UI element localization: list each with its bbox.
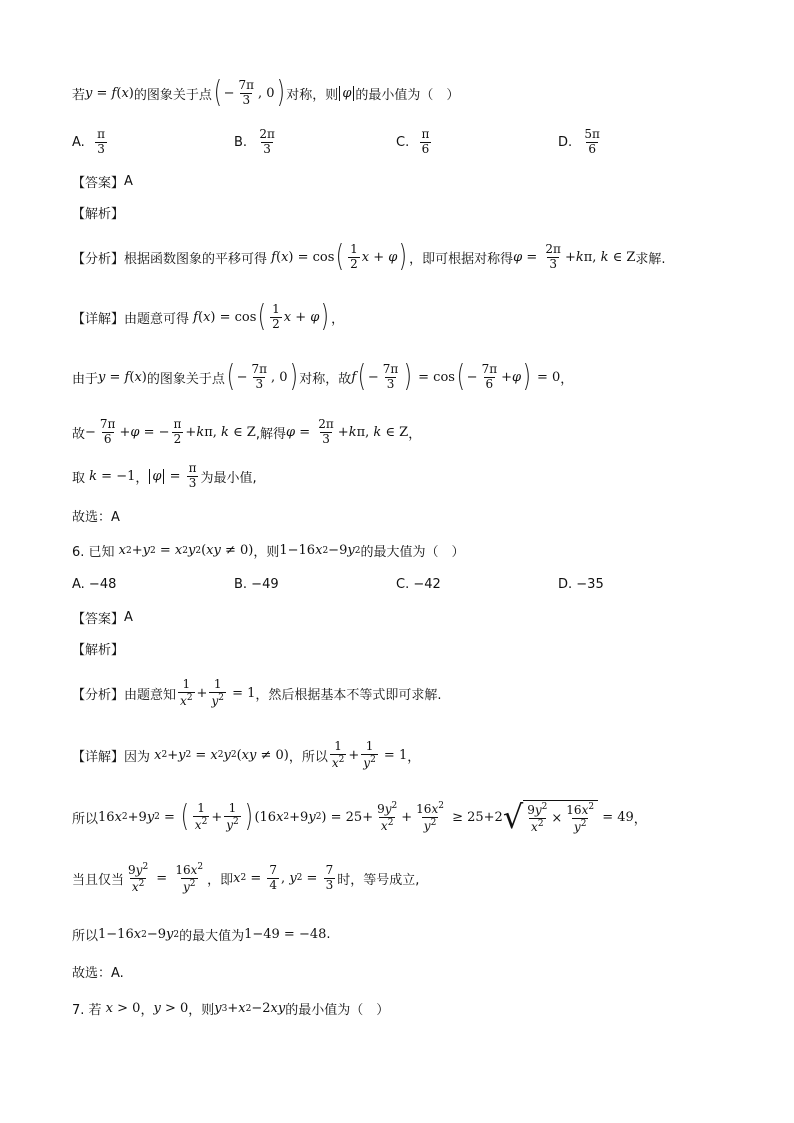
q6-option-a[interactable]: A. −48: [72, 577, 117, 592]
q5-option-d[interactable]: D. $\frac{5\pi}{6}$: [558, 127, 600, 156]
q5-option-b[interactable]: B. $\frac{2\pi}{3}$: [234, 127, 275, 156]
q5-xiangjie-3: 故 − $\frac{7\pi}{6}$ + φ = − $\frac{\pi}{2}$ + k π, k ∈ Z ,解得 φ = $\frac{2\pi}{3}$ + k π, k ∈ Z ，: [72, 417, 422, 446]
q7-stem: 7. 若 x > 0 ， y > 0 ，则 y 3 + x 2 −2 xy 的最小值为（ ）: [72, 1001, 390, 1018]
q6-option-d[interactable]: D. −35: [558, 577, 604, 592]
q5-option-c[interactable]: C. $\frac{\pi}{6}$: [396, 127, 430, 156]
q5-stem: 若 y = f ( x ) 的图象关于点 ( − $\frac{7\pi}{3}$ , 0 ) 对称，则 φ 的最小值为（ ）: [72, 75, 460, 110]
q5-option-a[interactable]: A. $\frac{\pi}{3}$: [72, 127, 105, 156]
q6-xiangjie-2: 所以 16 x 2 +9 y 2 = ( $\frac{1}{x^2}$ + $\frac{1}{y^2}$ ) (16 x 2 +9 y 2 ) = 25+ $\frac{9y^2}{x^2}$ + $\frac{16x^2}{y^2}$ ≥ 25+2 √ $\frac{9y^2}{x^2}$ × $\frac{16x^2}{y^2}$ = 49 ，: [72, 798, 647, 837]
q6-answer: 【答案】 A: [72, 610, 133, 627]
q5-xiangjie-2: 由于 y = f ( x ) 的图象关于点 ( − $\frac{7\pi}{3}$ , 0 ) 对称，故 f ( − $\frac{7\pi}{3}$ ) = cos ( − $\frac{7\pi}{6}$ + φ ) = 0 ，: [72, 359, 574, 394]
q5-xiangjie-4: 取 k = −1 ， φ = $\frac{\pi}{3}$ 为最小值,: [72, 461, 257, 490]
q5-answer: 【答案】 A: [72, 174, 133, 191]
q5-fenxi: 【分析】 根据函数图象的平移可得 f ( x ) = cos ( $\frac{1}{2}$ x + φ ) ，即可根据对称得 φ = $\frac{2\pi}{3}$ + k π, k ∈ Z 求解.: [72, 239, 666, 274]
q6-xiangjie-3: 当且仅当 $\frac{9y^2}{x^2}$ = $\frac{16x^2}{y^2}$ ，即 x 2 = $\frac{7}{4}$ , y 2 = $\frac{7}{3}$ 时，等号成立,: [72, 862, 420, 894]
q6-xiangjie-4: 所以 1−16 x 2 −9 y 2 的最大值为 1−49 = −48 .: [72, 927, 331, 944]
q6-option-c[interactable]: C. −42: [396, 577, 441, 592]
q6-analysis-heading: 【解析】: [72, 643, 125, 658]
q5-analysis-heading: 【解析】: [72, 207, 125, 222]
q5-choose: 故选：A: [72, 510, 120, 525]
q5-xiangjie-1: 【详解】 由题意可得 f ( x ) = cos ( $\frac{1}{2}$ x + φ ) ，: [72, 299, 345, 334]
math: y: [85, 85, 93, 101]
q6-option-b[interactable]: B. −49: [234, 577, 279, 592]
q6-fenxi: 【分析】 由题意知 $\frac{1}{x^2}$ + $\frac{1}{y^2}$ = 1 ，然后根据基本不等式即可求解.: [72, 677, 442, 708]
q6-xiangjie-1: 【详解】 因为 x 2 + y 2 = x 2 y 2 ( xy ≠ 0) ，所以 $\frac{1}{x^2}$ + $\frac{1}{y^2}$ = 1 ，: [72, 739, 421, 770]
q6-choose: 故选：A.: [72, 966, 124, 981]
q6-stem: 6. 已知 x 2 + y 2 = x 2 y 2 ( xy ≠ 0) ，则 1−16 x 2 −9 y 2 的最大值为（ ）: [72, 543, 465, 560]
